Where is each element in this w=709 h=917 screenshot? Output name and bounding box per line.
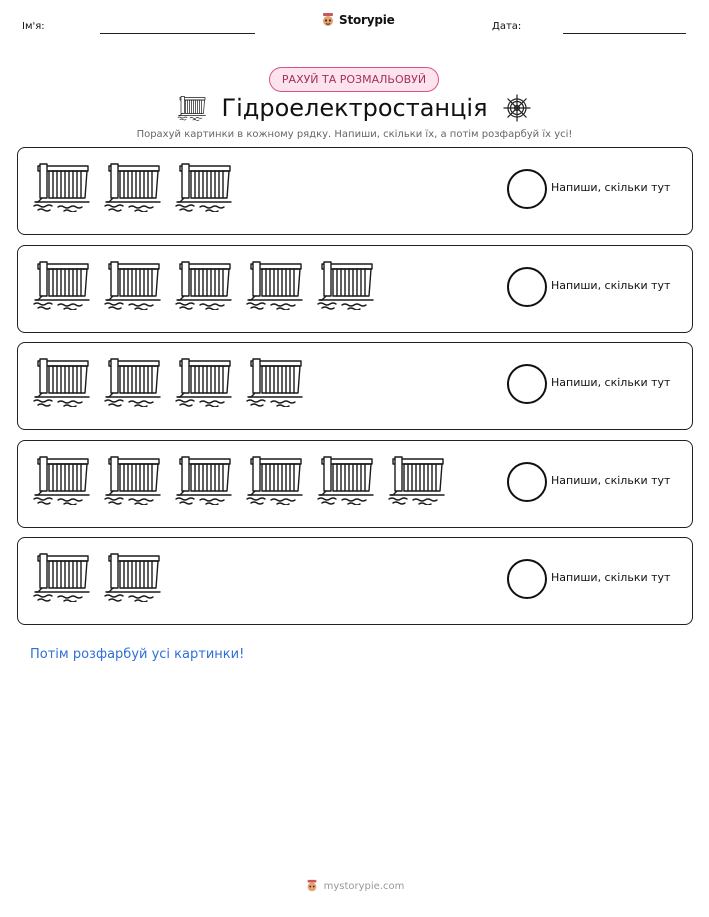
storypie-mascot-icon — [305, 879, 319, 893]
answer-circle[interactable] — [507, 364, 547, 404]
counting-row — [17, 245, 693, 333]
hydroelectric-dam-icon — [177, 95, 207, 121]
name-line[interactable] — [100, 33, 255, 34]
answer-label: Напиши, скільки тут — [551, 181, 671, 194]
answer-circle[interactable] — [507, 462, 547, 502]
ship-wheel-icon — [502, 93, 532, 123]
counting-row — [17, 537, 693, 625]
activity-badge: РАХУЙ ТА РОЗМАЛЬОВУЙ — [269, 67, 439, 92]
instructions: Порахуй картинки в кожному рядку. Напиши, скільки їх, а потім розфарбуй їх усі! — [136, 129, 573, 140]
hydroelectric-dam-icon[interactable] — [32, 260, 92, 310]
hydroelectric-dam-icon[interactable] — [174, 162, 234, 212]
brand-name: Storypie — [339, 13, 395, 27]
hydroelectric-dam-icon[interactable] — [174, 260, 234, 310]
hydroelectric-dam-icon[interactable] — [245, 455, 305, 505]
hydroelectric-dam-icon[interactable] — [103, 260, 163, 310]
site-footer — [0, 879, 709, 893]
site-url[interactable]: mystorypie.com — [323, 880, 405, 892]
brand-logo — [320, 12, 395, 28]
hydroelectric-dam-icon[interactable] — [316, 455, 376, 505]
counting-row — [17, 147, 693, 235]
hydroelectric-dam-icon[interactable] — [32, 357, 92, 407]
counting-row — [17, 342, 693, 430]
page-title: Гідроелектростанція — [221, 94, 488, 122]
hydroelectric-dam-icon[interactable] — [103, 357, 163, 407]
date-line[interactable] — [563, 33, 686, 34]
hydroelectric-dam-icon[interactable] — [32, 552, 92, 602]
hydroelectric-dam-icon[interactable] — [245, 260, 305, 310]
hydroelectric-dam-icon[interactable] — [316, 260, 376, 310]
answer-label: Напиши, скільки тут — [551, 376, 671, 389]
title-row — [0, 93, 709, 123]
picture-group — [32, 260, 376, 310]
answer-label: Напиши, скільки тут — [551, 571, 671, 584]
picture-group — [32, 357, 305, 407]
hydroelectric-dam-icon[interactable] — [32, 455, 92, 505]
hydroelectric-dam-icon[interactable] — [103, 455, 163, 505]
hydroelectric-dam-icon[interactable] — [245, 357, 305, 407]
name-label: Ім'я: — [22, 21, 45, 32]
counting-row — [17, 440, 693, 528]
hydroelectric-dam-icon[interactable] — [32, 162, 92, 212]
answer-circle[interactable] — [507, 267, 547, 307]
hydroelectric-dam-icon[interactable] — [387, 455, 447, 505]
storypie-mascot-icon — [320, 12, 336, 28]
answer-label: Напиши, скільки тут — [551, 279, 671, 292]
date-label: Дата: — [492, 21, 522, 32]
picture-group — [32, 455, 447, 505]
answer-circle[interactable] — [507, 169, 547, 209]
hydroelectric-dam-icon[interactable] — [174, 455, 234, 505]
picture-group — [32, 552, 163, 602]
picture-group — [32, 162, 234, 212]
hydroelectric-dam-icon[interactable] — [103, 162, 163, 212]
hydroelectric-dam-icon[interactable] — [174, 357, 234, 407]
footer-note: Потім розфарбуй усі картинки! — [30, 647, 245, 662]
answer-label: Напиши, скільки тут — [551, 474, 671, 487]
answer-circle[interactable] — [507, 559, 547, 599]
hydroelectric-dam-icon[interactable] — [103, 552, 163, 602]
